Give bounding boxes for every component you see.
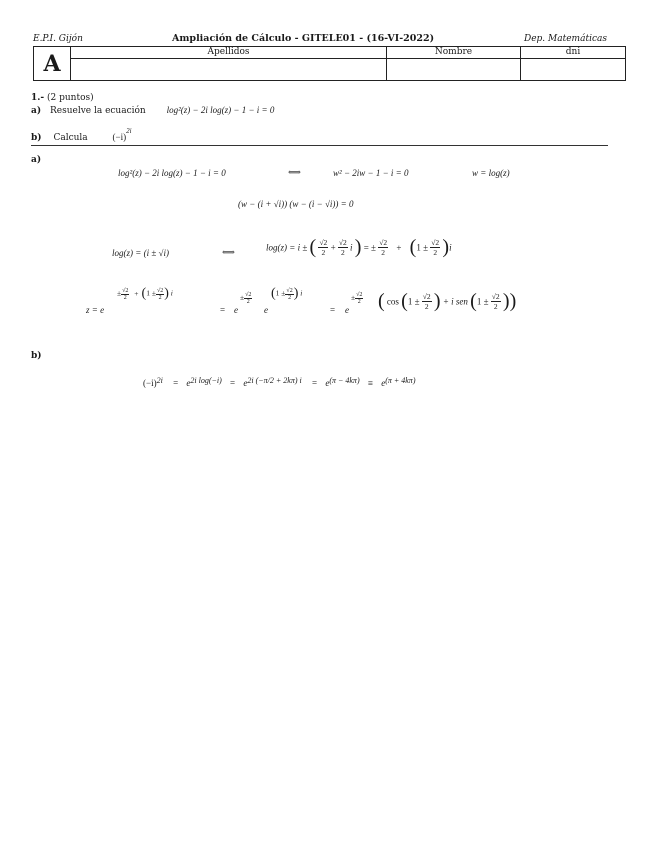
- id-field[interactable]: [521, 47, 626, 81]
- problem-points: (2 puntos): [47, 93, 94, 103]
- cos-sen-expression: ( cos (1 ± $\frac{√2}{2}$ ) + i sen (1 ± $\frac{√2}{2}$ )): [378, 290, 517, 312]
- b-base: (−i): [143, 378, 157, 388]
- department: Dep. Matemáticas: [524, 34, 607, 44]
- left-paren: (: [309, 236, 317, 258]
- right-paren: ): [354, 236, 362, 258]
- b-exp2: 2i log(−i): [190, 376, 222, 385]
- part-b-text: Calcula: [53, 133, 88, 143]
- solution-a-line1-left: log²(z) − 2i log(z) − 1 − i = 0: [118, 168, 226, 178]
- part-a-equation: log²(z) − 2i log(z) − 1 − i = 0: [166, 105, 275, 115]
- part-b-base: (−i): [112, 132, 127, 142]
- b-exp1: 2i: [156, 376, 163, 385]
- e-3: e: [345, 305, 349, 315]
- sqrt2-over-2-c: $\frac{√2}{2}$: [379, 238, 388, 257]
- exponent-1: ± $\frac{√2}{2}$ + (1 ± $\frac{√2}{2}$ ) i: [117, 286, 173, 301]
- name-label: Nombre: [387, 47, 520, 59]
- e-1: e: [234, 305, 238, 315]
- iff-symbol-1: ⟺: [288, 167, 301, 177]
- isen-label: + i sen: [442, 296, 468, 307]
- b-exp5: (π + 4kπ): [385, 376, 416, 385]
- exponent-3: (1 ± $\frac{√2}{2}$ ) i: [271, 286, 303, 301]
- b-equiv: ≡: [367, 378, 373, 388]
- b-exp3: 2i (−π/2 + 2kπ) i: [247, 376, 302, 385]
- problem-number: 1.-: [31, 93, 45, 103]
- exam-title: Ampliación de Cálculo - GITELE01 - (16-VI-2022): [172, 33, 435, 44]
- b-eq-2: =: [230, 378, 236, 388]
- e-2: e: [264, 305, 268, 315]
- line3-mid: log(z) = i ±: [266, 242, 308, 253]
- exponent-2: ± $\frac{√2}{2}$: [240, 292, 252, 305]
- sqrt2-over-2-d: $\frac{√2}{2}$: [431, 238, 440, 257]
- line3-eq: = ±: [363, 242, 376, 253]
- surname-label: Apellidos: [71, 47, 386, 59]
- separator-rule: [31, 145, 608, 146]
- eq-1: =: [220, 305, 226, 315]
- surname-field[interactable]: [71, 47, 387, 81]
- part-b-expression: [112, 127, 132, 142]
- solution-b-label: b): [31, 351, 42, 361]
- solution-a-line1-right: w = log(z): [472, 168, 510, 178]
- cos-label: cos: [386, 296, 399, 307]
- student-info-box: [33, 46, 626, 81]
- id-label: dni: [521, 47, 625, 59]
- part-b-label: b): [31, 133, 42, 143]
- plus-a: +: [330, 242, 336, 253]
- part-a-text: Resuelve la ecuación: [49, 106, 146, 116]
- b-exp4: (π − 4kπ): [329, 376, 360, 385]
- solution-a-label: a): [31, 155, 42, 165]
- solution-a-line4: [86, 285, 104, 315]
- plus-b: +: [396, 242, 402, 253]
- solution-a-line1-mid: w² − 2iw − 1 − i = 0: [333, 168, 409, 178]
- b-eq-3: =: [311, 378, 318, 388]
- z-equals-e: z = e: [86, 305, 105, 315]
- part-b-statement: [31, 127, 132, 143]
- sqrt2-over-2-b: $\frac{√2}{2}$: [338, 238, 347, 257]
- iff-symbol-2: ⟺: [222, 247, 235, 257]
- exponent-4: ± $\frac{√2}{2}$: [351, 292, 363, 305]
- name-field[interactable]: [387, 47, 521, 81]
- institution: E.P.I. Gijón: [33, 34, 83, 44]
- solution-a-line3-left: log(z) = (i ± √i): [112, 248, 169, 258]
- part-b-exponent: 2i: [126, 127, 132, 135]
- sqrt2-over-2-a: $\frac{√2}{2}$: [319, 238, 328, 257]
- solution-a-line2: (w − (i + √i)) (w − (i − √i)) = 0: [238, 199, 354, 209]
- exam-version-letter: A: [34, 47, 71, 81]
- problem-heading: [31, 93, 94, 103]
- part-a-label: a): [31, 106, 42, 116]
- solution-b-line: (−i)2i = e2i log(−i) = e2i (−π/2 + 2kπ) i = e(π − 4kπ) ≡ e(π + 4kπ): [143, 376, 416, 388]
- eq-2: =: [330, 305, 336, 315]
- b-eq-1: =: [173, 378, 179, 388]
- part-a-statement: [31, 105, 274, 116]
- solution-a-line3-right: log(z) = i ± ( $\frac{√2}{2}$ + $\frac{√2}{2}$ i ) = ± $\frac{√2}{2}$ + (1 ± $\frac{√2}{2}$ )i: [266, 236, 452, 258]
